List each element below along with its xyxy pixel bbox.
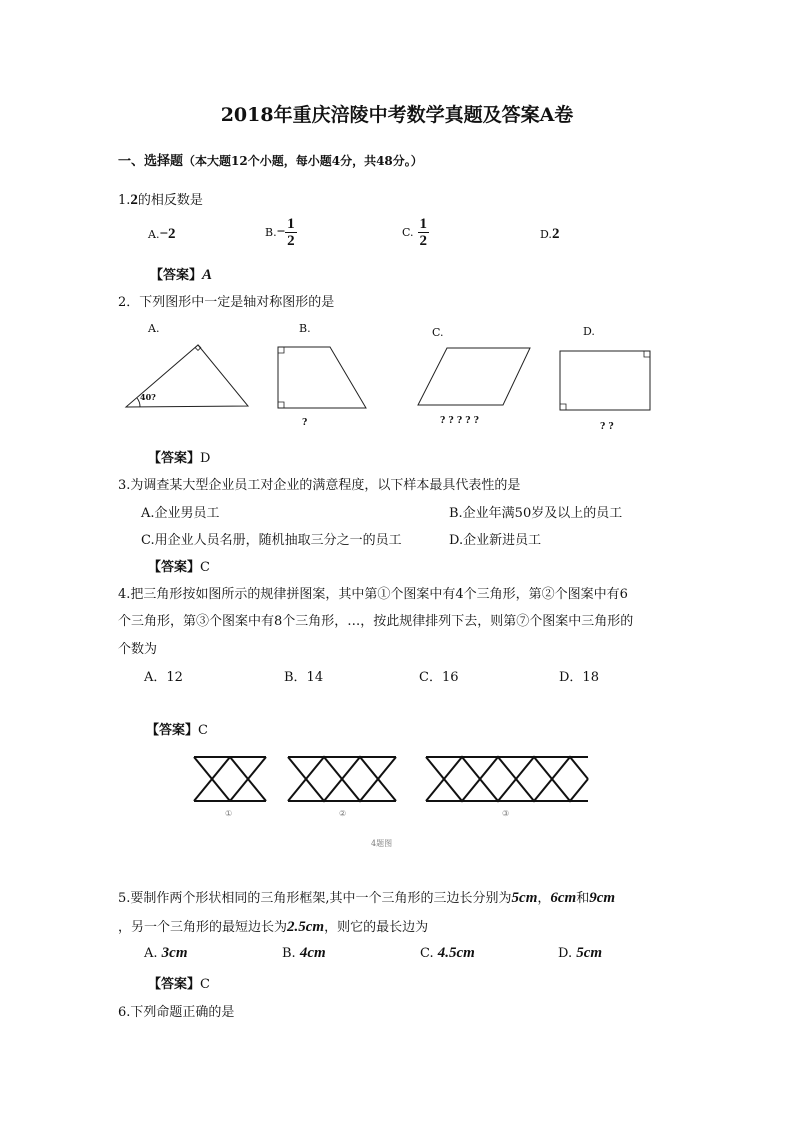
pattern-1 [194,757,266,801]
question-2-label-d: D. [583,325,595,338]
length-4: 2.5cm [287,919,325,935]
answer-value: A [202,267,213,283]
figure-b-mark: ? [302,418,308,428]
section-heading-note: （本大题12个小题，每小题4分，共48分。） [183,154,423,168]
option-label: C. [420,946,434,961]
answer-value: C [198,723,208,738]
question-5-answer [148,973,210,992]
question-5-text: 5.要制作两个形状相同的三角形框架,其中一个三角形的三边长分别为 [118,891,512,906]
length-2: 6cm [550,890,577,906]
question-5-text: ，另一个三角形的最短边长为 [118,920,288,935]
question-1-value: 2 [130,192,138,208]
length-3: 9cm [589,890,616,906]
option-value: 3cm [161,945,188,961]
question-3-option-b: B.企业年满50岁及以上的员工 [449,506,623,521]
answer-label: 【答案】 [148,451,201,466]
figure-d-mark: ? ? [600,422,614,432]
question-2-label-a: A. [148,322,160,335]
option-label: A. [148,228,160,241]
question-5-line-2 [118,916,428,936]
option-sign: − [276,224,286,240]
figure-a-angle-label: 40? [140,392,156,402]
question-6-stem: 6.下列命题正确的是 [118,1005,235,1020]
fraction-denominator: 2 [419,233,428,249]
pattern-1-label: ① [225,809,233,818]
answer-label: 【答案】 [146,723,199,738]
answer-value: C [200,560,210,575]
fraction-denominator: 2 [287,233,295,249]
pattern-3 [426,757,588,801]
question-2-stem: 2．下列图形中一定是轴对称图形的是 [118,295,335,310]
question-5-option-b [282,945,326,962]
question-5-option-a [144,945,188,962]
question-4-line-3: 个数为 [118,642,158,657]
fraction-numerator: 1 [419,216,428,232]
option-label: B. [265,226,277,239]
question-1-text: 的相反数是 [137,193,203,208]
question-2-label-c: C. [432,326,444,339]
question-3-stem: 3.为调查某大型企业员工对企业的满意程度，以下样本最具代表性的是 [118,478,521,493]
figure-caption: 4题图 [371,839,393,848]
answer-label: 【答案】 [148,560,201,575]
option-label: A. [144,946,158,961]
question-1-number: 1. [118,193,131,208]
section-heading-label: 一、选择题 [118,154,184,169]
answer-value: C [200,977,210,992]
option-value: −2 [159,226,176,242]
question-5-option-c [420,945,475,962]
question-3-option-c: C.用企业人员名册，随机抽取三分之一的员工 [141,533,402,548]
question-5-text: ，则它的最长边为 [324,920,429,935]
question-4-option-b: B．14 [284,670,324,685]
option-value: 5cm [576,945,603,961]
length-1: 5cm [511,890,538,906]
option-value: 4cm [299,945,326,961]
option-value: 4.5cm [437,945,475,961]
question-3-option-a: A.企业男员工 [141,506,220,521]
option-label: C. [402,226,414,239]
question-3-option-d: D.企业新进员工 [449,533,542,548]
question-4-option-c: C．16 [419,670,459,685]
fraction-numerator: 1 [287,216,295,232]
pattern-2-label: ② [339,809,347,818]
question-5-line-1 [118,887,615,907]
question-2-label-b: B. [299,322,311,335]
question-4-line-1: 4.把三角形按如图所示的规律拼图案，其中第①个图案中有4个三角形，第②个图案中有6 [118,587,628,602]
conjunction: 和 [576,891,590,906]
question-4-line-2: 个三角形，第③个图案中有8个三角形，…，按此规律排列下去，则第⑦个图案中三角形的 [118,614,634,629]
option-value: 2 [551,226,560,242]
page-title: 2018年重庆涪陵中考数学真题及答案A卷 [220,104,574,126]
pattern-2 [288,757,396,801]
question-5-option-d [558,945,602,962]
pattern-3-label: ③ [502,809,510,818]
question-4-option-d: D．18 [559,670,599,685]
option-label: D. [558,946,573,961]
answer-value: D [200,451,211,466]
option-label: B. [282,946,296,961]
separator: ， [537,891,551,906]
answer-label: 【答案】 [148,977,201,992]
option-label: D. [540,228,552,241]
figure-c-mark: ? ? ? ? ? [440,416,479,426]
answer-label: 【答案】 [150,268,203,283]
question-4-option-a: A．12 [144,670,183,685]
